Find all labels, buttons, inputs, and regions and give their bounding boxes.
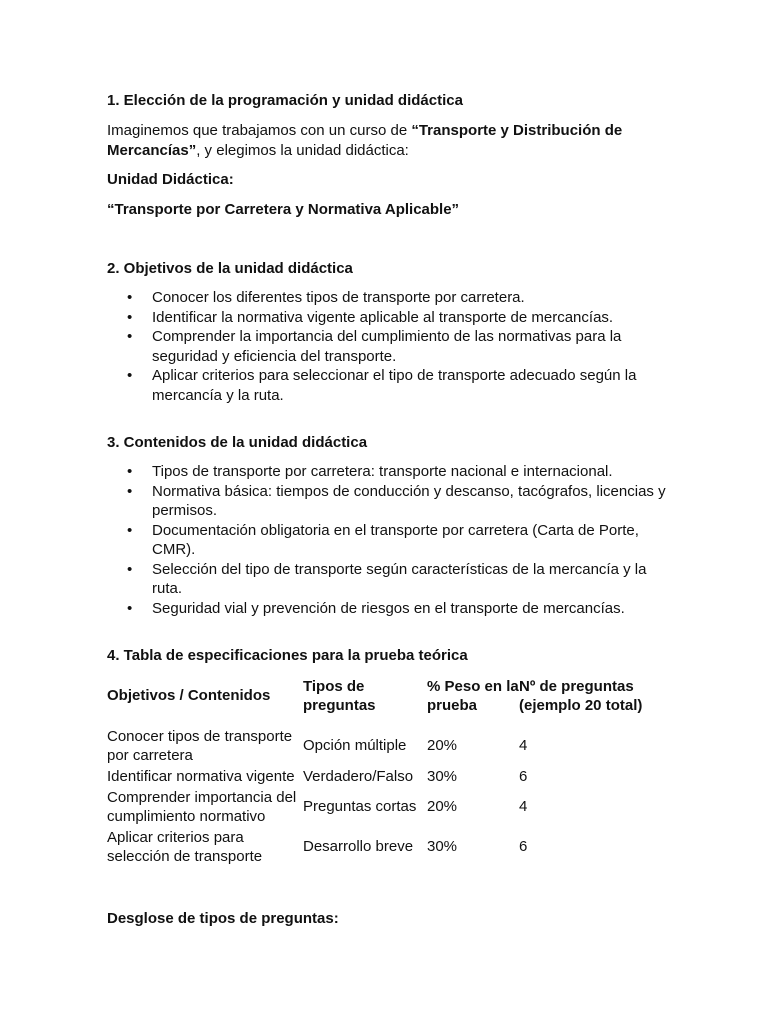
column-header: % Peso en la prueba [427, 677, 519, 714]
list-item: • Normativa básica: tiempos de conducción y descanso, tacógrafos, licencias y permisos. [107, 482, 667, 521]
intro-tail: , y elegimos la unidad didáctica: [196, 141, 409, 159]
table-cell: 6 [519, 767, 528, 785]
table-cell: Comprender importancia del cumplimiento normativo [107, 788, 297, 825]
table-cell: Preguntas cortas [303, 798, 417, 816]
table-cell: 4 [519, 798, 528, 816]
table-cell: 20% [427, 798, 458, 816]
table-cell: Opción múltiple [303, 737, 407, 755]
section-4-heading: 4. Tabla de especificaciones para la prueba teórica [107, 647, 468, 664]
table-cell: 20% [427, 737, 458, 755]
course-name: “Transporte y Distribución de Mercancías” [107, 122, 623, 159]
unit-label: Unidad Didáctica: [107, 171, 234, 188]
list-item: • Comprender la importancia del cumplimiento de las normativas para la seguridad y eficiencia del transporte. [107, 327, 667, 366]
objectives-list [107, 288, 667, 405]
section-1-heading: 1. Elección de la programación y unidad didáctica [107, 92, 463, 109]
table-cell: Desarrollo breve [303, 838, 414, 856]
table-row [107, 787, 667, 827]
unit-title: “Transporte por Carretera y Normativa Aplicable” [107, 201, 460, 218]
list-item: • Seguridad vial y prevención de riesgos en el transporte de mercancías. [107, 599, 667, 619]
table-cell: 4 [519, 737, 528, 755]
section-1-intro [107, 121, 667, 160]
table-cell: 30% [427, 838, 458, 856]
specifications-table [107, 676, 667, 867]
table-header-row [107, 676, 667, 716]
list-item: • Identificar la normativa vigente aplicable al transporte de mercancías. [107, 308, 667, 328]
contents-list [107, 462, 667, 618]
section-3-heading: 3. Contenidos de la unidad didáctica [107, 434, 368, 451]
table-cell: Aplicar criterios para selección de transporte [107, 828, 263, 865]
table-cell: Verdadero/Falso [303, 767, 414, 785]
table-row [107, 827, 667, 867]
table-cell: Conocer tipos de transporte por carretera [107, 727, 293, 764]
column-header: Tipos de preguntas [303, 677, 376, 714]
table-cell: Identificar normativa vigente [107, 767, 295, 785]
breakdown-heading: Desglose de tipos de preguntas: [107, 910, 339, 927]
table-cell: 6 [519, 838, 528, 856]
list-item: • Tipos de transporte por carretera: transporte nacional e internacional. [107, 462, 667, 482]
table-row [107, 766, 667, 787]
table-cell: 30% [427, 767, 458, 785]
column-header: Objetivos / Contenidos [107, 687, 271, 705]
list-item: • Aplicar criterios para seleccionar el tipo de transporte adecuado según la mercancía y la ruta. [107, 366, 667, 405]
intro-text: Imaginemos que trabajamos con un curso de [107, 122, 412, 139]
list-item: • Conocer los diferentes tipos de transporte por carretera. [107, 288, 667, 308]
list-item: • Selección del tipo de transporte según características de la mercancía y la ruta. [107, 560, 667, 599]
column-header: Nº de preguntas (ejemplo 20 total) [519, 677, 643, 714]
section-2-heading: 2. Objetivos de la unidad didáctica [107, 260, 353, 277]
table-row [107, 726, 667, 766]
list-item: • Documentación obligatoria en el transporte por carretera (Carta de Porte, CMR). [107, 521, 667, 560]
